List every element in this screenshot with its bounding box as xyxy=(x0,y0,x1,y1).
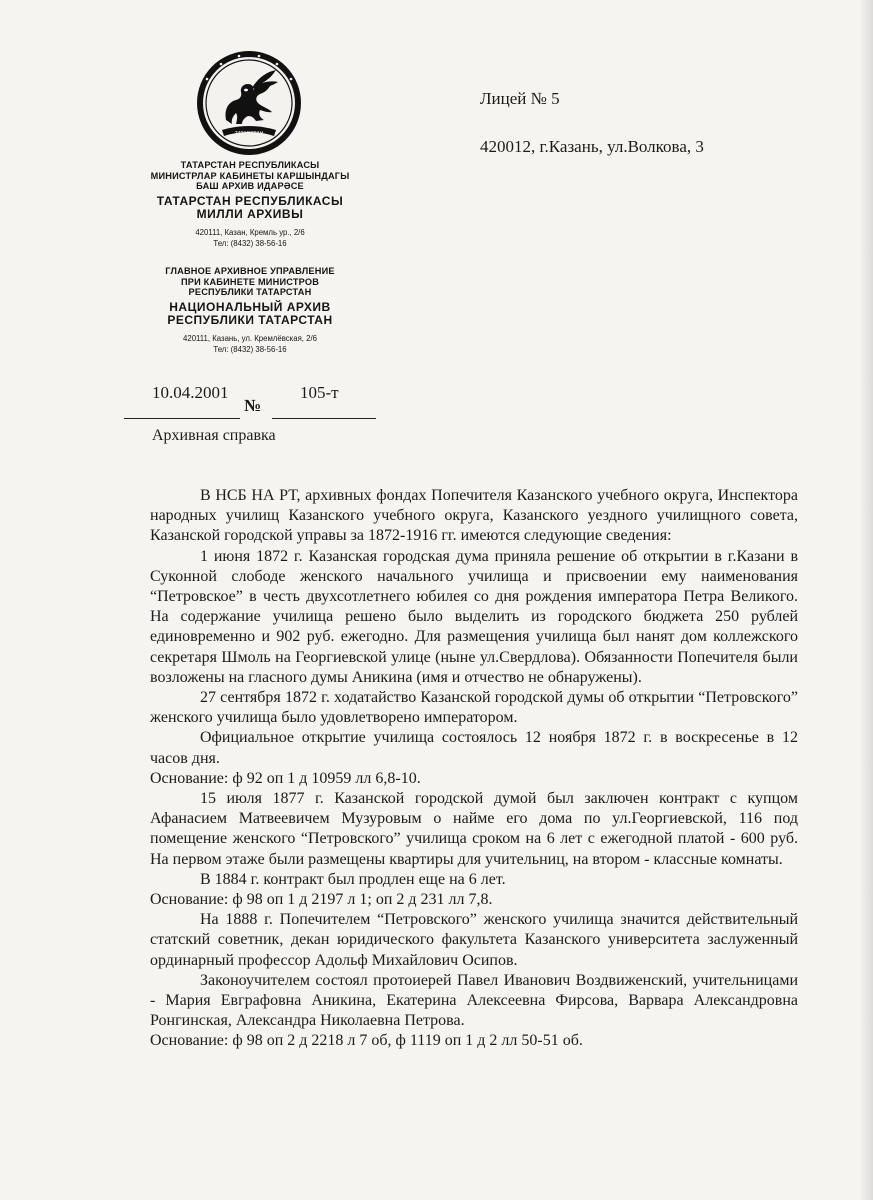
body-paragraph: Законоучителем состоял протоиерей Павел Иванович Воздвиженский, учительницами - Мария Евграфовна Аникина, Екатерина Алексеевна Фирсова, Варвара Александровна Ронгинская, Александра Николаевна Петрова. xyxy=(150,971,798,1030)
body-paragraph: В НСБ НА РТ, архивных фондах Попечителя Казанского учебного округа, Инспектора народных училищ Казанского учебного округа, Казанского уездного училищного совета, Казанской городской управы за 1872-1916 гг. имеются следующие сведения: xyxy=(150,487,798,545)
body-paragraph: Официальное открытие училища состоялось 12 ноября 1872 г. в воскресенье в 12 часов дня. xyxy=(150,729,798,767)
letterhead-russian xyxy=(130,266,370,355)
body-paragraph: В 1884 г. контракт был продлен еще на 6 лет. xyxy=(200,870,506,888)
letterhead-org-name: ТАТАРСТАН РЕСПУБЛИКАСЫ xyxy=(156,193,344,208)
number-sign: № xyxy=(244,396,262,415)
body-paragraph: 27 сентября 1872 г. ходатайство Казанской городской думы об открытии “Петровского” женского училища было удовлетворено императором. xyxy=(150,689,798,727)
letterhead-phone: Тел: (8432) 38-56-16 xyxy=(213,344,287,354)
addressee-address: 420012, г.Казань, ул.Волкова, 3 xyxy=(480,137,704,156)
number-underline xyxy=(272,418,376,419)
letterhead-line: ПРИ КАБИНЕТЕ МИНИСТРОВ xyxy=(180,276,320,287)
source-reference: Основание: ф 98 оп 1 д 2197 л 1; оп 2 д 231 лл 7,8. xyxy=(150,891,493,909)
document-body xyxy=(150,486,798,1052)
page-edge-shadow xyxy=(859,0,873,1200)
addressee-name: Лицей № 5 xyxy=(480,89,560,108)
emblem-ribbon-text: ТАТАРСТАН xyxy=(234,131,264,137)
date-underline xyxy=(124,418,240,419)
source-reference: Основание: ф 98 оп 2 д 2218 л 7 об, ф 1119 оп 1 д 2 лл 50-51 об. xyxy=(150,1032,583,1050)
body-paragraph: 15 июля 1877 г. Казанской городской думой был заключен контракт с купцом Афанасием Матвеевичем Музуровым о найме его дома по ул.Георгиевской, 116 под помещение женского “Петровского” училища сроком на 6 лет с ежегодной платой - 600 руб. На первом этаже были размещены квартиры для учительниц, на втором - классные комнаты. xyxy=(150,790,798,868)
source-reference: Основание: ф 92 оп 1 д 10959 лл 6,8-10. xyxy=(150,769,421,787)
letterhead-tatar xyxy=(130,160,370,249)
letterhead-line: РЕСПУБЛИКИ ТАТАРСТАН xyxy=(188,287,312,297)
document-number: 105-т xyxy=(300,383,339,402)
document-date: 10.04.2001 xyxy=(152,383,229,402)
document-title: Архивная справка xyxy=(152,427,276,444)
letterhead-line: БАШ АРХИВ ИДАРӘСЕ xyxy=(196,181,304,191)
letterhead-line: МИНИСТРЛАР КАБИНЕТЫ КАРШЫНДАГЫ xyxy=(150,170,350,181)
letterhead-address: 420111, Казан, Кремль ур., 2/6 xyxy=(195,227,305,237)
addressee-block xyxy=(480,88,704,158)
letterhead-org-name: НАЦИОНАЛЬНЫЙ АРХИВ xyxy=(169,299,331,314)
letterhead-org-name: РЕСПУБЛИКИ ТАТАРСТАН xyxy=(167,313,333,327)
letterhead-phone: Тел: (8432) 38-56-16 xyxy=(213,238,287,248)
tatarstan-coat-of-arms-icon xyxy=(196,50,302,156)
letterhead-line: ГЛАВНОЕ АРХИВНОЕ УПРАВЛЕНИЕ xyxy=(165,266,335,276)
letterhead-address: 420111, Казань, ул. Кремлёвская, 2/6 xyxy=(183,333,317,343)
letterhead-org-name: МИЛЛИ АРХИВЫ xyxy=(196,207,304,221)
letterhead-line: ТАТАРСТАН РЕСПУБЛИКАСЫ xyxy=(180,160,320,170)
body-paragraph: На 1888 г. Попечителем “Петровского” женского училища значится действительный статский советник, декан юридического факультета Казанского университета заслуженный ординарный профессор Адольф Михайлович Осипов. xyxy=(150,911,798,969)
body-paragraph: 1 июня 1872 г. Казанская городская дума приняла решение об открытии в г.Казани в Суконной слободе женского начального училища и присвоении ему наименования “Петровское” в честь двухсотлетнего юбилея со дня рождения императора Петра Великого. На содержание училища решено было выделить из городского бюджета 250 рублей единовременно и 902 руб. ежегодно. Для размещения училища был нанят дом коллежского секретаря Шмоль на Георгиевской улице (ныне ул.Свердлова). Обязанности Попечителя были возложены на гласного думы Аникина (имя и отчество не обнаружены). xyxy=(150,547,798,686)
